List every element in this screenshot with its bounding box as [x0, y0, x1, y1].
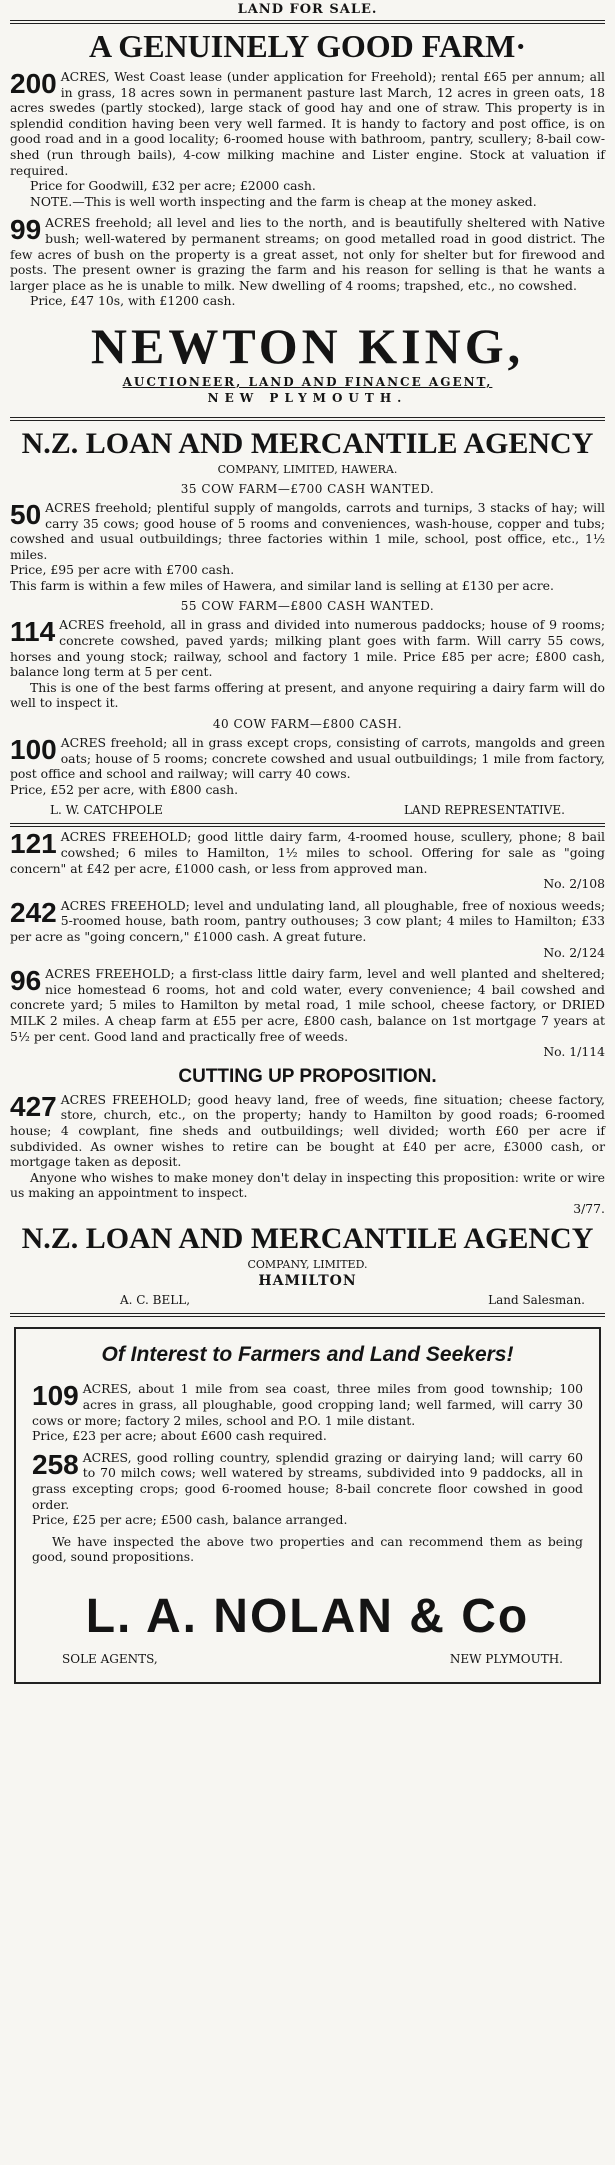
listing-note: Anyone who wishes to make money don't delay in inspecting this proposition: write or wire us making an appointment to inspect. — [10, 1169, 605, 1201]
listing-99 — [10, 215, 605, 309]
listing-ref: 3/77. — [573, 1200, 605, 1216]
acreage-number: 242 — [10, 896, 57, 928]
contact-role: LAND REPRESENTATIVE. — [403, 803, 565, 818]
listing-price: Price, £25 per acre; £500 cash, balance arranged. — [32, 1512, 348, 1528]
ad-headline: Of Interest to Farmers and Land Seekers! — [101, 1343, 514, 1367]
listing-109 — [32, 1381, 583, 1443]
acreage-number: 121 — [10, 828, 57, 860]
contact-row — [10, 1293, 605, 1307]
listing-text: ACRES, West Coast lease (under application for Freehold); rental £65 per annum; all in grass, 18 acres sown in permanent pasture last March, 12 acres in green oats, 18 acres swedes (partly stocked), large stack of good hay and one of straw. This property is in splendid condition having been very well farmed. It is handy to factory and post office, is on good road and in a good locality; 6-roomed house with bathroom, pantry, scullery; 8-bail cow-shed (run through bails), 4-cow milking machine and Lister engine. Stock at valuation if required. — [10, 69, 605, 178]
column-header: LAND FOR SALE. — [237, 2, 378, 17]
contact-name: A. C. BELL, — [120, 1293, 191, 1308]
divider — [10, 417, 605, 421]
listing-text: ACRES FREEHOLD; good little dairy farm, 4-roomed house, scullery, phone; 8 bail cowshed; 6 miles to Hamilton, 1½ miles to school. Offering for sale as "going concern" at £42 per acre, £1000 cash, or less from approved man. — [10, 829, 605, 876]
listing-text: ACRES, good rolling country, splendid grazing or dairying land; will carry 60 to 70 milch cows; well watered by streams, subdivided into 9 paddocks, all in grass excepting crops; good 6-roomed house; 8-bail concrete floor cowshed in good order. — [32, 1449, 583, 1512]
agent-name: L. A. NOLAN & Co — [85, 1590, 530, 1643]
listing-ref: No. 2/108 — [543, 876, 605, 892]
listing-price: Price, £95 per acre with £700 cash. — [10, 562, 235, 578]
listing-note: We have inspected the above two properties and can recommend them as being good, sound propositions. — [32, 1533, 583, 1565]
section-heading: 55 COW FARM—£800 CASH WANTED. — [180, 599, 435, 614]
listing-text: ACRES freehold, all in grass and divided into numerous paddocks; house of 9 rooms; concrete cowshed, paved yards; milking plant goes with farm. Will carry 55 cows, horses and young stock; railway, school and factory 1 mile. Price £85 per acre; £800 cash, balance long term at 5 per cent. — [10, 617, 605, 680]
listing-text: ACRES freehold; plentiful supply of mangolds, carrots and turnips, 3 stacks of hay; will carry 35 cows; good house of 5 rooms and conveniences, wash-house, copper and tubs; cowshed and usual outbuildings; three factories within 1 mile, school, post office, etc., 1½ miles. — [10, 499, 605, 562]
listing-text: ACRES freehold; all in grass except crops, consisting of carrots, mangolds and green oats; house of 5 rooms; concrete cowshed and usual outbuildings; 1 mile from factory, post office and school and railway; will carry 40 cows. — [10, 735, 605, 782]
listing-text: ACRES FREEHOLD; good heavy land, free of weeds, fine situation; cheese factory, store, church, etc., on the property; handy to Hamilton by good roads; 6-roomed house; 4 cowplant, fine sheds and outbuildings; well divided; worth £60 per acre if subdivided. As owner wishes to retire can be bought at £40 per acre, £3000 cash, or mortgage taken as deposit. — [10, 1091, 605, 1170]
agent-newton-king — [10, 317, 605, 405]
agent-name: NEWTON KING, — [90, 317, 525, 374]
listing-ref: No. 2/124 — [543, 944, 605, 960]
divider — [10, 1313, 605, 1317]
listing-price: Price, £23 per acre; about £600 cash required. — [32, 1428, 327, 1444]
acreage-number: 258 — [32, 1448, 79, 1480]
ad-headline: N.Z. LOAN AND MERCANTILE AGENCY — [21, 426, 594, 460]
company-line: COMPANY, LIMITED. — [247, 1258, 368, 1272]
listing-121 — [10, 829, 605, 891]
acreage-number: 96 — [10, 965, 42, 997]
ad-nz-loan-hamilton — [10, 829, 605, 1307]
listing-50 — [10, 500, 605, 594]
cutting-up-title: CUTTING UP PROPOSITION. — [178, 1065, 437, 1087]
section-heading: 40 COW FARM—£800 CASH. — [212, 717, 403, 732]
contact-role: Land Salesman. — [488, 1293, 585, 1308]
ad-headline: A GENUINELY GOOD FARM· — [88, 28, 527, 64]
listing-note: This farm is within a few miles of Hawera, and similar land is selling at £130 per acre. — [10, 577, 554, 593]
contact-row — [32, 1652, 583, 1666]
acreage-number: 100 — [10, 734, 57, 766]
agent-town: NEW PLYMOUTH. — [449, 1652, 563, 1666]
listing-note: This is one of the best farms offering at present, and anyone requiring a dairy farm will do well to inspect it. — [10, 679, 605, 711]
listing-242 — [10, 898, 605, 960]
acreage-number: 109 — [32, 1380, 79, 1412]
ad-nolan-box — [14, 1327, 601, 1684]
listing-96 — [10, 966, 605, 1060]
contact-row — [10, 803, 605, 817]
divider — [10, 823, 605, 827]
agent-role: SOLE AGENTS, — [62, 1652, 158, 1666]
listing-text: ACRES FREEHOLD; a first-class little dairy farm, level and well planted and sheltered; nice homestead 6 rooms, hot and cold water, every convenience; 4 bail cowshed and concrete yard; 5 miles to Hamilton by metal road, 1 mile school, cheese factory, or DRIED MILK 2 miles. A cheap farm at £55 per acre, £800 cash, balance on 1st mortgage 7 years at 5½ per cent. Good land and practically free of weeds. — [10, 966, 605, 1044]
listing-200 — [10, 69, 605, 209]
acreage-number: 427 — [10, 1090, 57, 1122]
listing-text: ACRES FREEHOLD; level and undulating land, all ploughable, free of noxious weeds; 5-roomed house, bath room, pantry outhouses; 3 cow plant; 4 miles to Hamilton; £33 per acre as "going concern," £1000 cash. A great future. — [10, 897, 605, 944]
listing-258 — [32, 1450, 583, 1528]
agent-name: N.Z. LOAN AND MERCANTILE AGENCY — [21, 1222, 594, 1256]
acreage-number: 200 — [10, 68, 57, 99]
contact-name: L. W. CATCHPOLE — [50, 803, 163, 818]
ad-nz-loan-hawera — [10, 427, 605, 818]
agent-town: NEW PLYMOUTH. — [207, 390, 408, 405]
listing-price: Price for Goodwill, £32 per acre; £2000 cash. — [30, 178, 316, 194]
listing-price: Price, £47 10s, with £1200 cash. — [30, 293, 236, 309]
acreage-number: 50 — [10, 498, 42, 530]
agent-title: AUCTIONEER, LAND AND FINANCE AGENT, — [122, 374, 493, 389]
company-line: COMPANY, LIMITED, HAWERA. — [217, 462, 398, 476]
listing-price: Price, £52 per acre, with £800 cash. — [10, 781, 239, 797]
divider — [10, 20, 605, 24]
agent-town: HAMILTON — [258, 1273, 357, 1290]
listing-100 — [10, 735, 605, 797]
listing-114 — [10, 617, 605, 711]
ad-genuinely-good-farm — [10, 28, 605, 309]
listing-text: ACRES freehold; all level and lies to the north, and is beautifully sheltered with Native bush; well-watered by permanent streams; on good metalled road in good district. The few acres of bush on the property is a great asset, not only for shelter but for firewood and posts. The present owner is grazing the farm and his reason for selling is that he wants a larger place as he is unable to milk. New dwelling of 4 rooms; trapshed, etc., no cowshed. — [10, 215, 605, 293]
acreage-number: 99 — [10, 214, 42, 246]
listing-text: ACRES, about 1 mile from sea coast, three miles from good township; 100 acres in grass, all ploughable, good cropping land; well farmed, will carry 30 cows or more; factory 2 miles, school and P.O. 1 mile distant. — [32, 1381, 583, 1428]
listing-note: NOTE.—This is well worth inspecting and the farm is cheap at the money asked. — [30, 193, 537, 209]
listing-ref: No. 1/114 — [543, 1044, 605, 1060]
acreage-number: 114 — [10, 616, 56, 648]
section-heading: 35 COW FARM—£700 CASH WANTED. — [180, 481, 435, 496]
listing-427 — [10, 1092, 605, 1217]
